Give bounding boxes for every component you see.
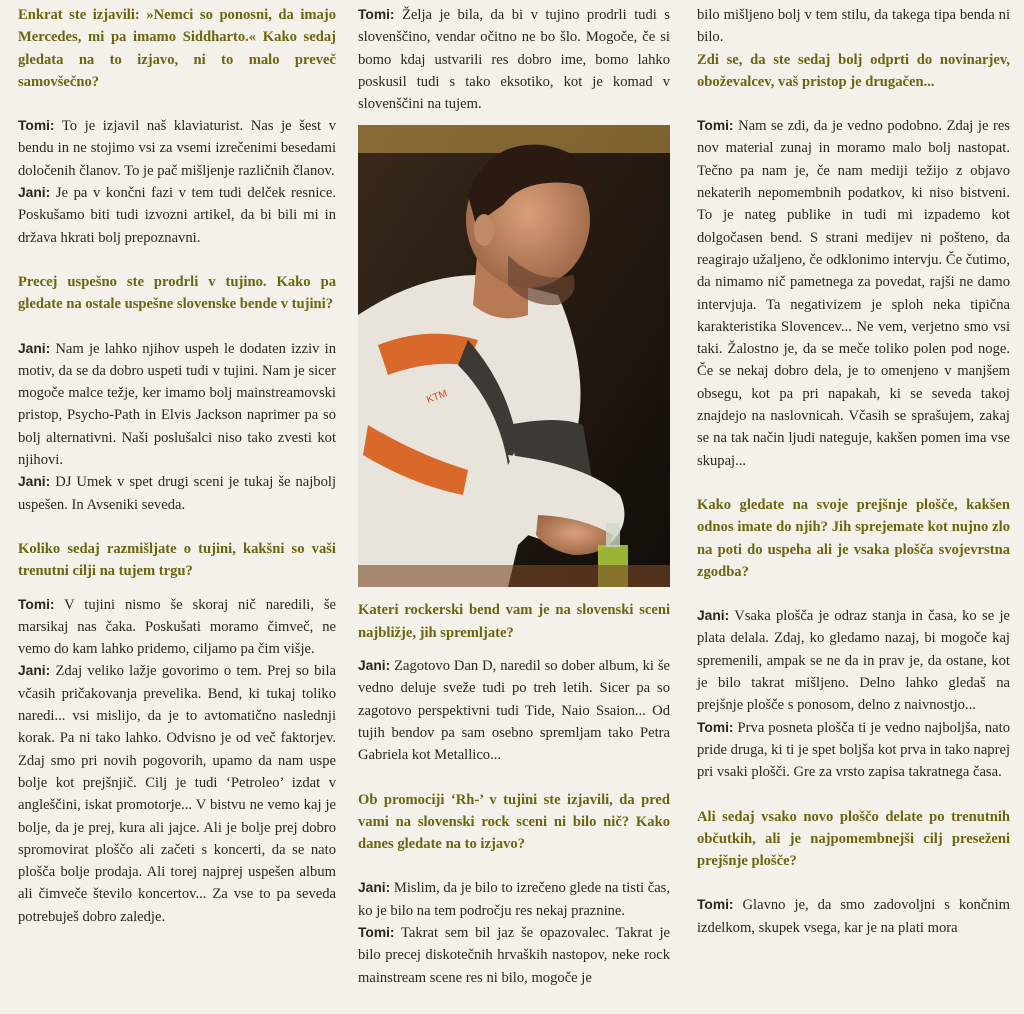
speaker: Jani: xyxy=(18,663,51,679)
question: Ali sedaj vsako novo ploščo delate po trenutnih občutkih, ali je najpomembnejši cilj preseženi prejšnje plošče? xyxy=(697,808,1010,870)
answer-text: Mislim, da je bilo to izrečeno glede na tisti čas, ko je bilo na tem področju res nekaj praznine. xyxy=(358,880,670,919)
speaker: Tomi: xyxy=(697,118,734,134)
answer xyxy=(18,115,336,182)
answer xyxy=(18,338,336,472)
answer xyxy=(697,717,1010,784)
answer-text: Glavno je, da smo zadovoljni s končnim izdelkom, skupek vsega, kar je na plati mora xyxy=(697,897,1010,936)
question: Enkrat ste izjavili: »Nemci so ponosni, da imajo Mercedes, mi pa imamo Siddharto.« Kako sedaj gledata na to izjavo, ni to malo preveč samovšečno? xyxy=(18,7,336,90)
answer xyxy=(697,605,1010,716)
answer-text: DJ Umek v spet drugi sceni je tukaj še najbolj uspešen. In Avseniki seveda. xyxy=(18,474,336,513)
answer-text: Zagotovo Dan D, naredil so dober album, ki še vedno deluje sveže tudi po treh letih. Sicer pa so zagotovo perspektivni tudi Tide, Naio Ssaion... Od tujih bendov pa sam osebno spremljam tako Petra Gabriela kot Metallico... xyxy=(358,658,670,764)
speaker: Jani: xyxy=(358,880,391,896)
speaker: Tomi: xyxy=(697,897,734,913)
answer-text: Je pa v končni fazi v tem tudi delček resnice. Poskušamo biti tudi izvozni artikel, da bi bili mi in država hkrati bolj prepoznavni. xyxy=(18,185,336,246)
question: Koliko sedaj razmišljate o tujini, kakšni so vaši trenutni cilji na tujem trgu? xyxy=(18,540,336,580)
answer-text: Nam se zdi, da je vedno podobno. Zdaj je res nov material zunaj in moramo malo bolj nastopat. Tečno pa nam je, če nam mediji težijo z objavo nekaterih nepomembnih podatkov, ki niso bistveni. To je nateg publike in tudi mi izpademo kot dolgočasen bend. S strani medijev ni pošteno, da reagirajo užaljeno, če odklonimo intervju. Če čutimo, da nimamo nič pametnega za povedat, rajši ne damo intervjuja. Ta negativizem je sploh neka tipična karakteristika Slovencev... Ne vem, verjetno smo vsi taki. Žalostno je, da se meče toliko polen pod noge. Če se nekaj dobro dela, je to omenjeno v manjšem obsegu, kot pa pri napakah, ki se seveda takoj znajdejo na naslovnicah. Včasih se sprašujem, zakaj se na tak način ljudi nateguje, kakšen pomen ima vse skupaj... xyxy=(697,118,1010,469)
speaker: Jani: xyxy=(18,340,51,356)
question: Zdi se, da ste sedaj bolj odprti do novinarjev, oboževalcev, vaš pristop je drugačen... xyxy=(697,51,1010,90)
interview-photo xyxy=(358,125,670,587)
column-left xyxy=(18,4,336,928)
answer-text: Vsaka plošča je odraz stanja in časa, ko se je plata delala. Zdaj, ko gledamo nazaj, bi mogoče kaj spremenili, ampak se ne da in prav je, da ostane, kot je bilo takrat mišljeno. Delno lahko gledaš na prejšnje plošče s ponosom, delno z naivnostjo... xyxy=(697,608,1010,714)
answer xyxy=(18,594,336,661)
answer xyxy=(18,471,336,516)
answer-text: Želja je bila, da bi v tujino prodrli tudi s slovenščino, vendar očitno ne bo šlo. Mogoče, če si bomo kdaj ustvarili res dobro ime, bomo lahko poskusil tudi s tako eksotiko, kot je komad v slovenščini na tujem. xyxy=(358,7,670,113)
question: Precej uspešno ste prodrli v tujino. Kako pa gledate na ostale uspešne slovenske bende v tujini? xyxy=(18,273,336,313)
question: Kako gledate na svoje prejšnje plošče, kakšen odnos imate do njih? Jih sprejemate kot nujno zlo na poti do uspeha ali je vsaka plošča svojevrstna zgodba? xyxy=(697,496,1010,580)
speaker: Tomi: xyxy=(697,719,734,735)
jacket-logo: KTM xyxy=(425,388,449,407)
answer xyxy=(358,4,670,115)
speaker: Jani: xyxy=(358,658,391,674)
answer xyxy=(358,877,670,922)
speaker: Tomi: xyxy=(18,596,55,612)
answer xyxy=(697,115,1010,472)
question: Ob promociji ‘Rh-’ v tujini ste izjavili, da pred vami na slovenski rock sceni ni bilo nič? Kako danes gledate na to izjavo? xyxy=(358,791,670,853)
answer xyxy=(358,655,670,766)
column-right xyxy=(697,4,1010,939)
answer-text: V tujini nismo še skoraj nič naredili, še marsikaj nas čaka. Poskušati moramo čimveč, ne vemo do kam lahko pridemo, ciljamo pa čim višje. xyxy=(18,596,336,658)
answer xyxy=(18,660,336,928)
speaker: Tomi: xyxy=(358,925,395,941)
speaker: Tomi: xyxy=(358,7,395,22)
speaker: Tomi: xyxy=(18,118,55,134)
column-middle xyxy=(358,4,670,989)
answer-text: Takrat sem bil jaz še opazovalec. Takrat je bilo precej diskotečnih hrvaških nastopov, neke rock mainstream scene res ni bilo, mogoče je xyxy=(358,925,670,986)
answer xyxy=(18,182,336,249)
speaker: Jani: xyxy=(18,185,51,201)
photo-caption-question: Kateri rockerski bend vam je na slovenski sceni najbližje, jih spremljate? xyxy=(358,602,670,641)
speaker: Jani: xyxy=(697,608,730,624)
continued-text: bilo mišljeno bolj v tem stilu, da takega tipa benda ni bilo. xyxy=(697,7,1010,46)
speaker: Jani: xyxy=(18,474,51,490)
answer xyxy=(697,894,1010,939)
answer xyxy=(358,922,670,989)
answer-text: To je izjavil naš klaviaturist. Nas je šest v bendu in ne stojimo vsi za vsemi izrečenimi besedami določenih članov. To je pač mišljenje različnih članov. xyxy=(18,118,337,179)
answer-text: Zdaj veliko lažje govorimo o tem. Prej so bila včasih pričakovanja prevelika. Bend, ki tukaj toliko naredi... vsi mislijo, da je to avtomatično naslednji korak. Pa ni tako lahko. Odvisno je od več faktorjev. Zdaj smo pri novih pogovorih, upamo da nam uspe bolje kot prejšnjič. Cilj je tudi ‘Petroleo’ izdat v angleščini, iskat promotorje... V bistvu ne vemo kaj je bolje, da je prej, kura ali jajce. Ali je bolje prej dobro spromovirat ploščo ali začeti s koncerti, da se nato plošča bolje prodaja. Ali torej najprej uspešen album ali čimveče število koncertov... Za vse to pa seveda potrebuješ dobro zaledje. xyxy=(18,663,336,925)
answer-text: Prva posneta plošča ti je vedno najboljša, nato pride druga, ki ti je spet boljša kot prva in tako naprej pri vsaki plošči. Gre za vrsto zapisa takratnega časa. xyxy=(697,719,1010,781)
answer-text: Nam je lahko njihov uspeh le dodaten izziv in motiv, da se da dobro uspeti tudi v tujini. Nam je sicer mogoče malce težje, ker imamo bolj mainstreamovski pristop, Psycho-Path in Elvis Jackson naprimer pa so bolj alternativni. Naši poslušalci niso tako zvesti kot njihovi. xyxy=(18,340,336,469)
